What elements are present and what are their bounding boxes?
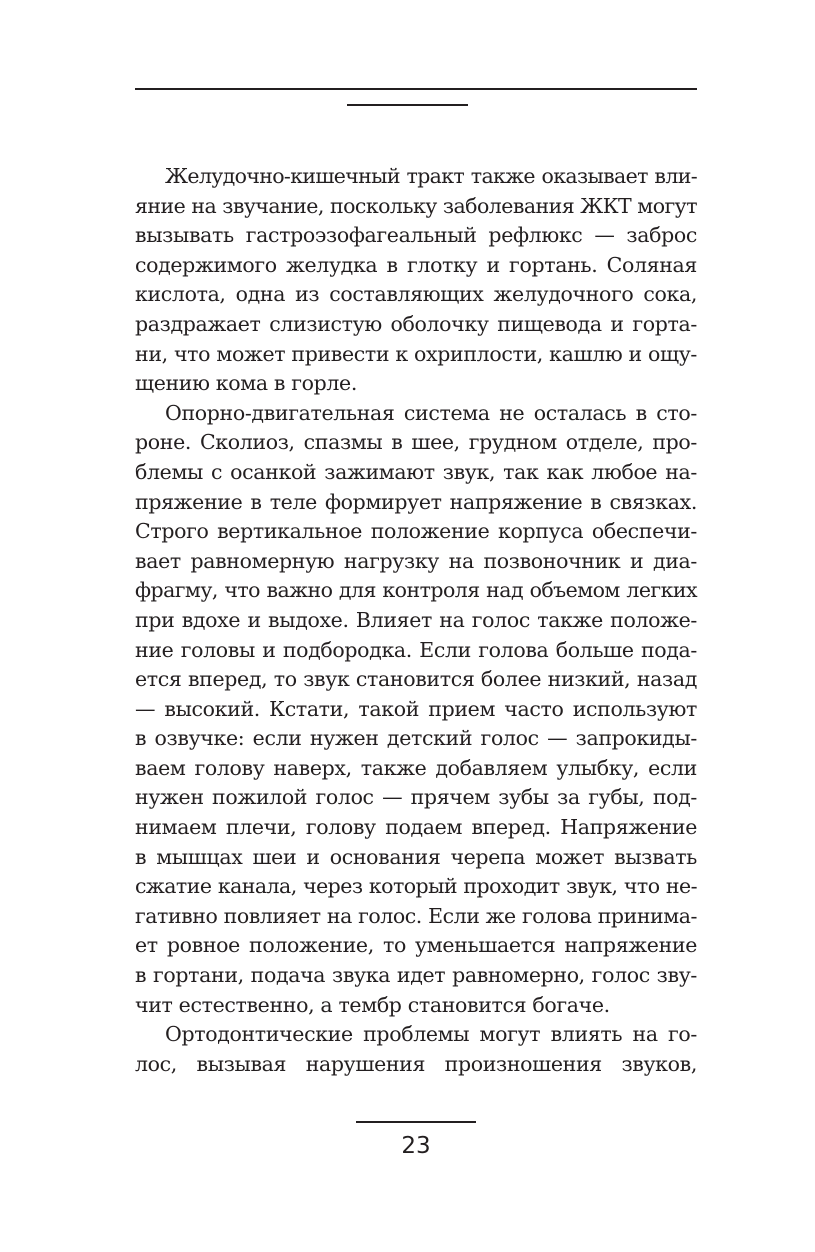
paragraph-2 (135, 399, 697, 1020)
body-text (135, 162, 697, 1079)
text-line: пряжение в теле формирует напряжение в связках. (135, 489, 697, 514)
text-line: ется вперед, то звук становится более низкий, назад (135, 667, 697, 692)
text-line: содержимого желудка в глотку и гортань. Соляная (135, 252, 697, 277)
text-line: вызывать гастроэзофагеальный рефлюкс — заброс (135, 223, 697, 248)
text-line: блемы с осанкой зажимают звук, так как любое на- (135, 459, 697, 484)
text-line: вает равномерную нагрузку на позвоночник и диа- (135, 548, 697, 573)
header-short-rule (347, 104, 468, 106)
text-line: сжатие канала, через который проходит звук, что не- (135, 874, 697, 899)
top-rule (135, 88, 697, 90)
text-line: нимаем плечи, голову подаем вперед. Напряжение (135, 815, 697, 840)
text-line: Строго вертикальное положение корпуса обеспечи- (135, 519, 697, 544)
text-line: ни, что может привести к охриплости, кашлю и ощу- (135, 341, 697, 366)
text-line: Ортодонтические проблемы могут влиять на го- (165, 1022, 697, 1047)
text-line: лос, вызывая нарушения произношения звуков, (135, 1051, 697, 1076)
text-line: при вдохе и выдохе. Влияет на голос также положе- (135, 607, 697, 632)
text-line: нужен пожилой голос — прячем зубы за губы, под- (135, 785, 697, 810)
text-line: — высокий. Кстати, такой прием часто используют (135, 696, 697, 721)
text-line: ет ровное положение, то уменьшается напряжение (135, 933, 697, 958)
text-line: в гортани, подача звука идет равномерно, голос зву- (135, 963, 697, 988)
text-line: щению кома в горле. (135, 371, 358, 396)
text-line: чит естественно, а тембр становится богаче. (135, 992, 610, 1017)
text-line: фрагму, что важно для контроля над объемом легких (135, 578, 697, 603)
text-line: ваем голову наверх, также добавляем улыбку, если (135, 755, 697, 780)
paragraph-1 (135, 162, 697, 399)
text-line: кислота, одна из составляющих желудочного сока, (135, 282, 697, 307)
text-line: в мышцах шеи и основания черепа может вызвать (135, 844, 697, 869)
page-number: 23 (401, 1133, 431, 1159)
text-line: раздражает слизистую оболочку пищевода и горта- (135, 311, 697, 336)
paragraph-3 (135, 1020, 697, 1079)
text-line: в озвучке: если нужен детский голос — запрокиды- (135, 726, 697, 751)
text-line: ние головы и подбородка. Если голова больше пода- (135, 637, 697, 662)
text-line: гативно повлияет на голос. Если же голова принима- (135, 903, 697, 928)
text-line: Желудочно-кишечный тракт также оказывает вли- (165, 164, 697, 188)
text-line: роне. Сколиоз, спазмы в шее, грудном отделе, про- (135, 430, 697, 455)
text-line: Опорно-двигательная система не осталась в сто- (165, 400, 697, 425)
text-line: яние на звучание, поскольку заболевания ЖКТ могут (135, 193, 697, 218)
footer-rule (356, 1121, 476, 1123)
